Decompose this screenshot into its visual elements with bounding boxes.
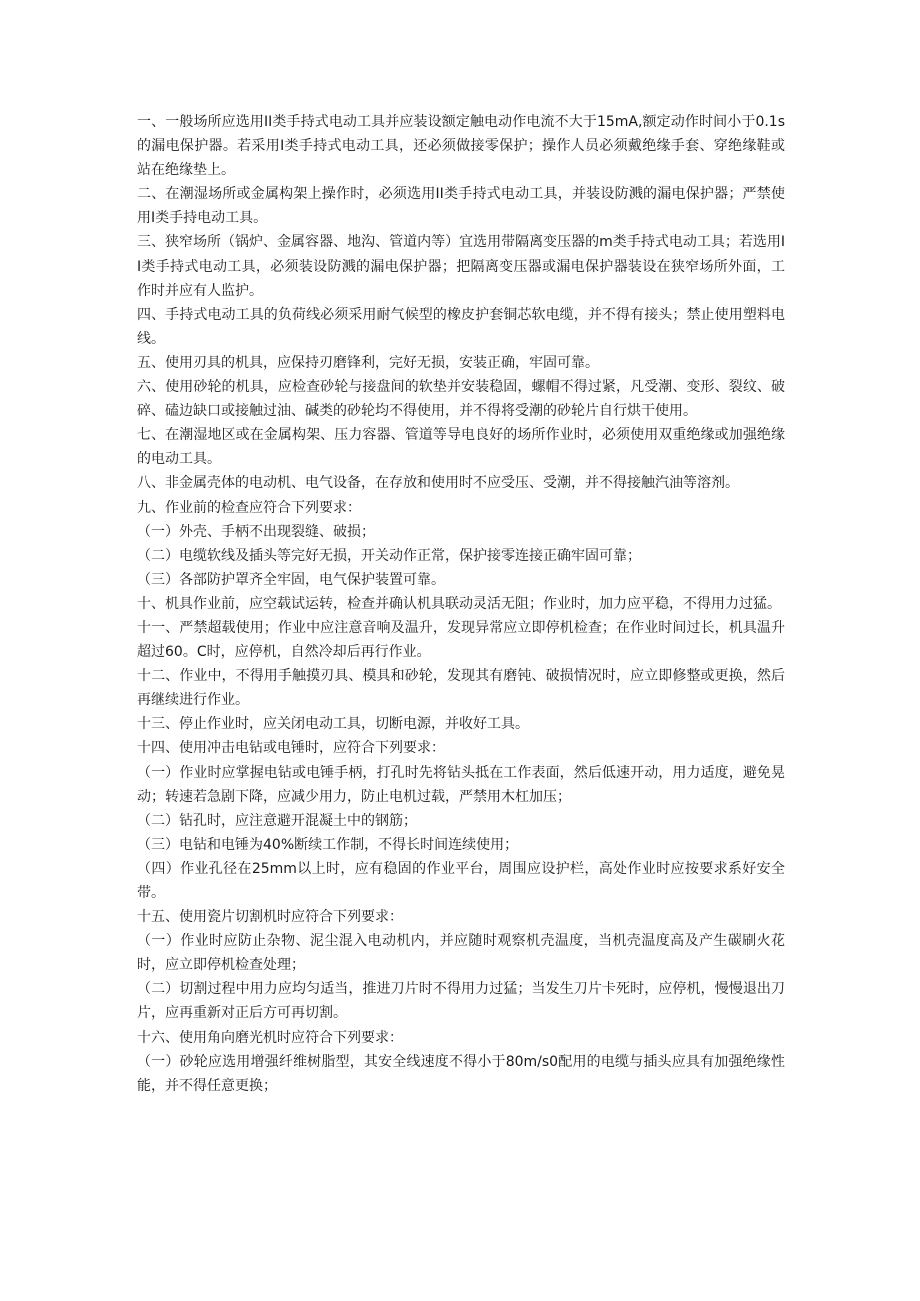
paragraph-9: 九、作业前的检查应符合下列要求： (137, 499, 361, 516)
paragraph-12: （三）各部防护罩齐全牢固，电气保护装置可靠。 (137, 571, 445, 588)
paragraph-15: 十二、作业中，不得用手触摸刃具、模具和砂轮，发现其有磨钝、破损情况时，应立即修整或更换，然后再继续进行作业。 (137, 668, 785, 709)
paragraph-14: 十一、严禁超载使用；作业中应注意音响及温升，发现异常应立即停机检查；在作业时间过长，机具温升超过60。C时，应停机，自然冷却后再行作业。 (137, 619, 785, 661)
document-body (137, 110, 785, 1098)
paragraph-17: 十四、使用冲击电钻或电锤时，应符合下列要求： (137, 740, 445, 757)
paragraph-21: （四）作业孔径在25mm以上时，应有稳固的作业平台，周围应设护栏，高处作业时应按要求系好安全带。 (137, 860, 785, 901)
paragraph-25: 十六、使用角向磨光机时应符合下列要求： (137, 1029, 403, 1046)
paragraph-7: 七、在潮湿地区或在金属构架、压力容器、管道等导电良好的场所作业时，必须使用双重绝缘或加强绝缘的电动工具。 (137, 427, 785, 468)
paragraph-18: （一）作业时应掌握电钻或电锤手柄，打孔时先将钻头抵在工作表面，然后低速开动，用力适度，避免晃动；转速若急剧下降，应减少用力，防止电机过载，严禁用木杠加压； (137, 764, 785, 805)
paragraph-1: 一、一般场所应选用II类手持式电动工具并应装设额定触电动作电流不大于15mA,额定动作时间小于0.1s的漏电保护器。若采用I类手持式电动工具，还必须做接零保护；操作人员必须戴绝缘手套、穿绝缘鞋或站在绝缘垫上。 (137, 114, 785, 179)
paragraph-11: （二）电缆软线及插头等完好无损，开关动作正常，保护接零连接正确牢固可靠； (137, 547, 641, 564)
paragraph-22: 十五、使用瓷片切割机时应符合下列要求： (137, 909, 403, 926)
paragraph-8: 八、非金属壳体的电动机、电气设备，在存放和使用时不应受压、受潮，并不得接触汽油等溶剂。 (137, 475, 739, 492)
paragraph-23: （一）作业时应防止杂物、泥尘混入电动机内，并应随时观察机壳温度，当机壳温度高及产生碳刷火花时，应立即停机检查处理； (137, 933, 785, 974)
paragraph-3: 三、狭窄场所（锅炉、金属容器、地沟、管道内等）宜选用带隔离变压器的m类手持式电动工具；若选用II类手持式电动工具，必须装设防溅的漏电保护器；把隔离变压器或漏电保护器装设在狭窄场所外面，工作时并应有人监护。 (137, 234, 785, 299)
paragraph-6: 六、使用砂轮的机具，应检查砂轮与接盘间的软垫并安装稳固，螺帽不得过紧，凡受潮、变形、裂纹、破碎、磕边缺口或接触过油、碱类的砂轮均不得使用，并不得将受潮的砂轮片自行烘干使用。 (137, 379, 785, 420)
paragraph-5: 五、使用刃具的机具，应保持刃磨锋利，完好无损，安装正确，牢固可靠。 (137, 354, 599, 371)
paragraph-4: 四、手持式电动工具的负荷线必须采用耐气候型的橡皮护套铜芯软电缆，并不得有接头；禁止使用塑料电线。 (137, 306, 785, 347)
paragraph-2: 二、在潮湿场所或金属构架上操作时，必须选用II类手持式电动工具，并装设防溅的漏电保护器；严禁使用I类手持电动工具。 (137, 186, 785, 227)
paragraph-10: （一）外壳、手柄不出现裂缝、破损； (137, 523, 375, 540)
paragraph-20: （三）电钻和电锤为40%断续工作制，不得长时间连续使用； (137, 836, 519, 853)
paragraph-26: （一）砂轮应选用增强纤维树脂型，其安全线速度不得小于80m/s0配用的电缆与插头应具有加强绝缘性能，并不得任意更换； (137, 1053, 785, 1094)
paragraph-16: 十三、停止作业时，应关闭电动工具，切断电源，并收好工具。 (137, 716, 529, 733)
paragraph-19: （二）钻孔时，应注意避开混凝土中的钢筋； (137, 812, 417, 829)
paragraph-13: 十、机具作业前，应空载试运转，检查并确认机具联动灵活无阻；作业时，加力应平稳，不得用力过猛。 (137, 595, 781, 612)
paragraph-24: （二）切割过程中用力应均匀适当，推进刀片时不得用力过猛；当发生刀片卡死时，应停机，慢慢退出刀片，应再重新对正后方可再切割。 (137, 981, 785, 1022)
